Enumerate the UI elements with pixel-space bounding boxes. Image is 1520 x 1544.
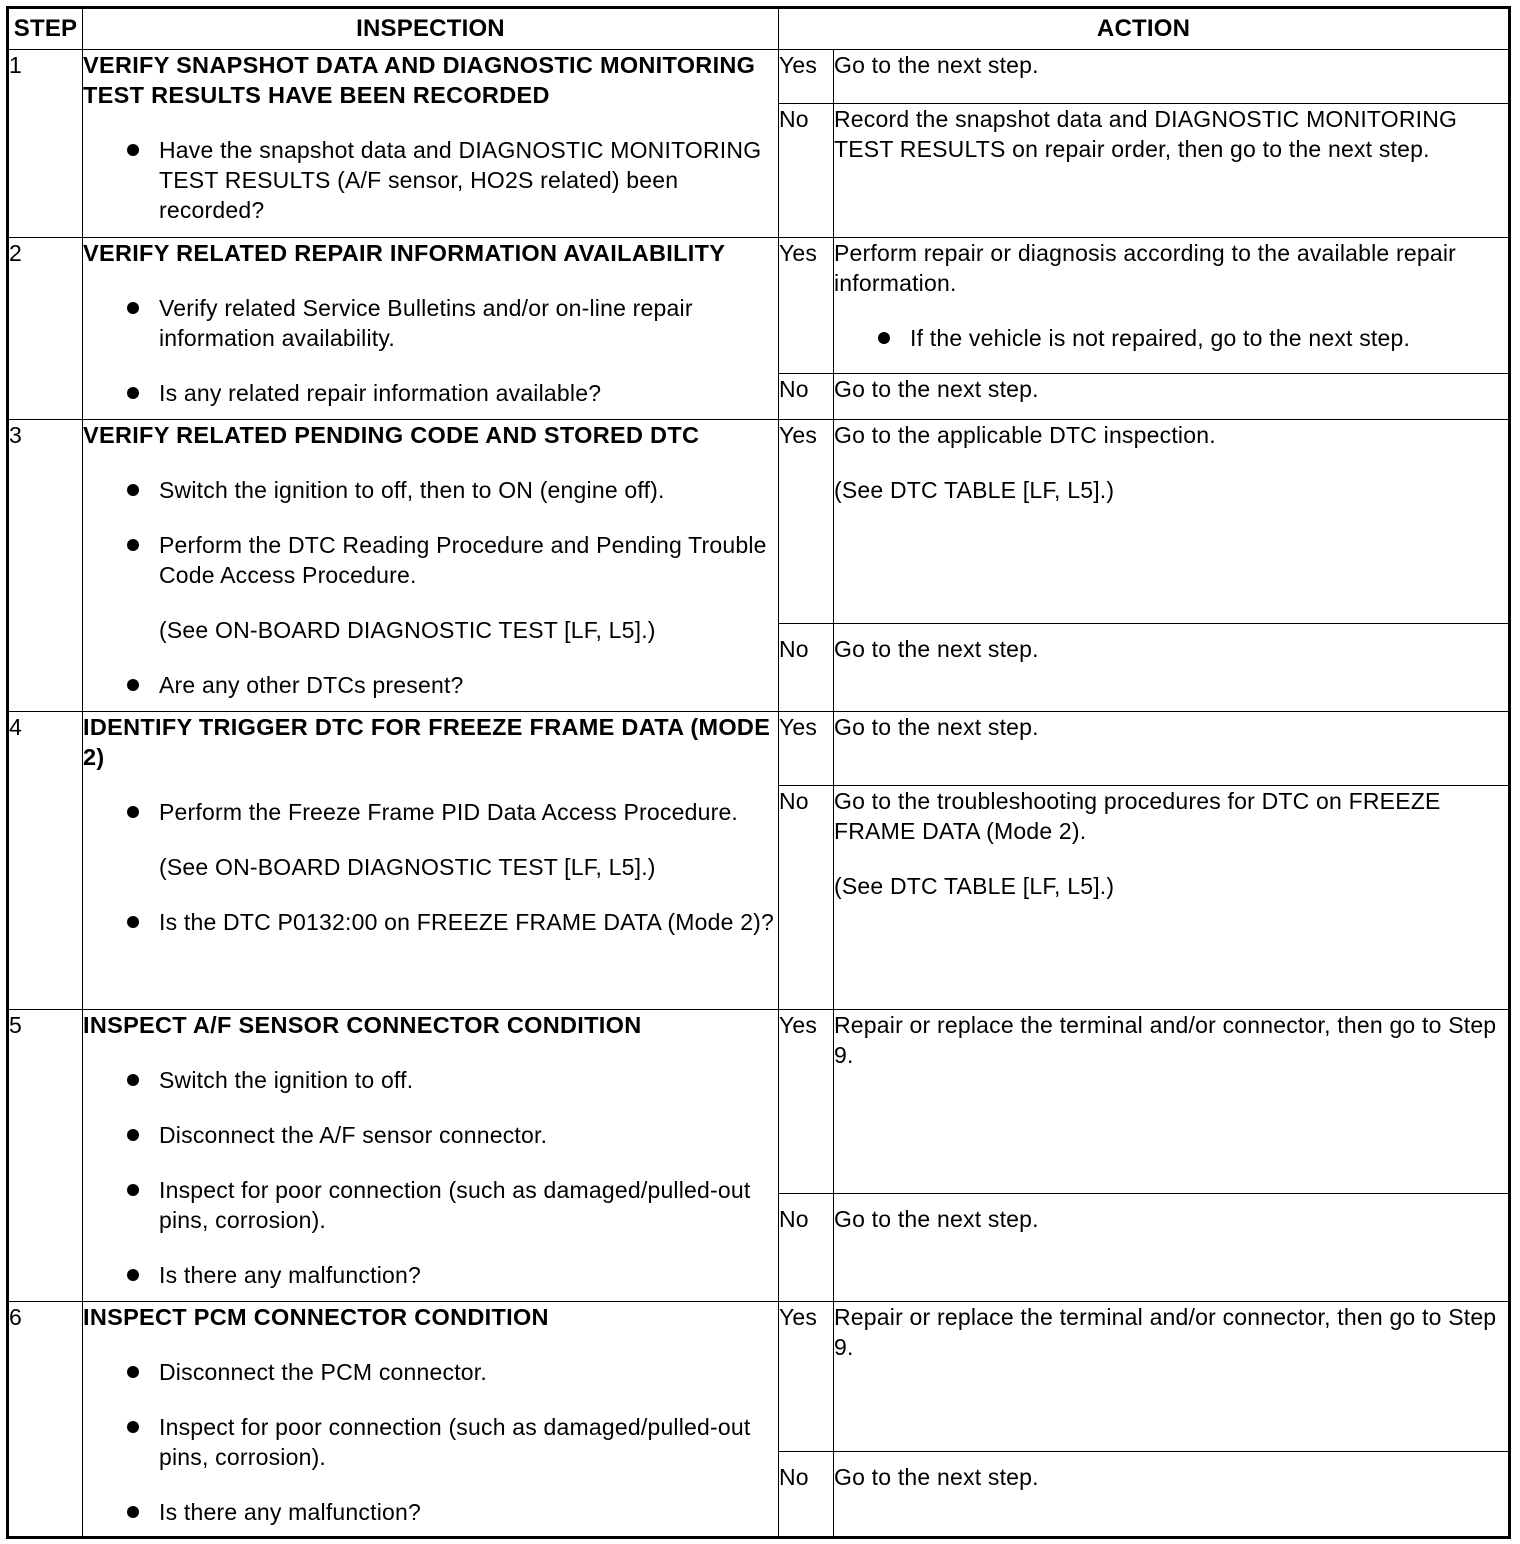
inspection-bullet: Perform the DTC Reading Procedure and Pending Trouble Code Access Procedure. <box>83 530 778 590</box>
inspection-cell <box>83 238 779 420</box>
bullet-icon <box>127 539 139 551</box>
yes-action-cell <box>834 238 1510 374</box>
bullet-icon <box>127 1269 139 1281</box>
inspection-bullet: Is the DTC P0132:00 on FREEZE FRAME DATA (Mode 2)? <box>83 907 778 937</box>
yes-action: Perform repair or diagnosis according to the available repair information. <box>834 240 1457 296</box>
step-title: VERIFY RELATED PENDING CODE AND STORED DTC <box>83 422 700 448</box>
inspection-bullet: Disconnect the PCM connector. <box>83 1357 778 1387</box>
no-action: Go to the next step. <box>834 374 1510 420</box>
bullet-icon <box>127 1129 139 1141</box>
bullet-icon <box>127 806 139 818</box>
inspection-bullet: Is there any malfunction? <box>83 1260 778 1290</box>
bullet-icon <box>127 144 139 156</box>
yes-action-cell <box>834 420 1510 624</box>
inspection-header: INSPECTION <box>83 8 779 50</box>
reference-note: (See ON-BOARD DIAGNOSTIC TEST [LF, L5].) <box>159 617 656 643</box>
no-label: No <box>779 374 834 420</box>
reference-note: (See DTC TABLE [LF, L5].) <box>834 477 1115 503</box>
bullet-icon <box>878 332 890 344</box>
yes-action: Go to the next step. <box>834 50 1510 104</box>
step-title: INSPECT A/F SENSOR CONNECTOR CONDITION <box>83 1012 642 1038</box>
inspection-bullet: Is there any malfunction? <box>83 1497 778 1527</box>
header-row <box>8 8 1510 50</box>
step-6-yes-row <box>8 1302 1510 1452</box>
bullet-icon <box>127 1184 139 1196</box>
inspection-cell <box>83 712 779 1010</box>
yes-label: Yes <box>779 1302 834 1452</box>
no-action: Record the snapshot data and DIAGNOSTIC MONITORING TEST RESULTS on repair order, then go to the next step. <box>834 104 1510 238</box>
yes-action: Repair or replace the terminal and/or connector, then go to Step 9. <box>834 1302 1510 1452</box>
reference-note: (See ON-BOARD DIAGNOSTIC TEST [LF, L5].) <box>159 854 656 880</box>
inspection-cell <box>83 50 779 238</box>
inspection-bullet: Switch the ignition to off. <box>83 1065 778 1095</box>
step-4-yes-row <box>8 712 1510 786</box>
bullet-icon <box>127 916 139 928</box>
inspection-bullet: Have the snapshot data and DIAGNOSTIC MONITORING TEST RESULTS (A/F sensor, HO2S related) been recorded? <box>83 135 778 225</box>
bullet-icon <box>127 679 139 691</box>
bullet-icon <box>127 302 139 314</box>
inspection-bullet: Verify related Service Bulletins and/or on-line repair information availability. <box>83 293 778 353</box>
step-title: VERIFY SNAPSHOT DATA AND DIAGNOSTIC MONITORING TEST RESULTS HAVE BEEN RECORDED <box>83 52 756 108</box>
bullet-icon <box>127 1074 139 1086</box>
step-number: 1 <box>8 50 83 238</box>
inspection-bullet: Is any related repair information available? <box>83 378 778 408</box>
inspection-bullet: Are any other DTCs present? <box>83 670 778 700</box>
yes-action: Go to the applicable DTC inspection. <box>834 422 1216 448</box>
no-label: No <box>779 1452 834 1538</box>
no-action: Go to the next step. <box>834 1452 1510 1538</box>
step-5-yes-row <box>8 1010 1510 1194</box>
diagnostic-table <box>6 6 1511 1539</box>
action-bullet: If the vehicle is not repaired, go to the next step. <box>834 323 1508 353</box>
step-number: 6 <box>8 1302 83 1538</box>
no-label: No <box>779 786 834 1010</box>
reference-note: (See DTC TABLE [LF, L5].) <box>834 873 1115 899</box>
step-number: 5 <box>8 1010 83 1302</box>
step-3-yes-row <box>8 420 1510 624</box>
step-title: INSPECT PCM CONNECTOR CONDITION <box>83 1304 549 1330</box>
inspection-bullet: Inspect for poor connection (such as damaged/pulled-out pins, corrosion). <box>83 1412 778 1472</box>
no-action: Go to the troubleshooting procedures for DTC on FREEZE FRAME DATA (Mode 2). <box>834 788 1441 844</box>
bullet-icon <box>127 387 139 399</box>
inspection-bullet: Disconnect the A/F sensor connector. <box>83 1120 778 1150</box>
inspection-bullet: Inspect for poor connection (such as damaged/pulled-out pins, corrosion). <box>83 1175 778 1235</box>
yes-action: Repair or replace the terminal and/or connector, then go to Step 9. <box>834 1010 1510 1194</box>
yes-label: Yes <box>779 1010 834 1194</box>
step-number: 2 <box>8 238 83 420</box>
yes-label: Yes <box>779 50 834 104</box>
bullet-icon <box>127 484 139 496</box>
bullet-icon <box>127 1366 139 1378</box>
inspection-cell <box>83 1010 779 1302</box>
no-action: Go to the next step. <box>834 1194 1510 1302</box>
step-number: 4 <box>8 712 83 1010</box>
yes-action: Go to the next step. <box>834 712 1510 786</box>
step-number: 3 <box>8 420 83 712</box>
yes-label: Yes <box>779 238 834 374</box>
inspection-bullet: Perform the Freeze Frame PID Data Access Procedure. <box>83 797 778 827</box>
no-action-cell <box>834 786 1510 1010</box>
action-header: ACTION <box>779 8 1510 50</box>
no-action: Go to the next step. <box>834 624 1510 712</box>
no-label: No <box>779 1194 834 1302</box>
inspection-cell <box>83 420 779 712</box>
step-title: IDENTIFY TRIGGER DTC FOR FREEZE FRAME DATA (MODE 2) <box>83 714 771 770</box>
no-label: No <box>779 624 834 712</box>
bullet-icon <box>127 1421 139 1433</box>
step-1-yes-row <box>8 50 1510 104</box>
no-label: No <box>779 104 834 238</box>
yes-label: Yes <box>779 712 834 786</box>
step-header: STEP <box>8 8 83 50</box>
inspection-bullet: Switch the ignition to off, then to ON (engine off). <box>83 475 778 505</box>
bullet-icon <box>127 1506 139 1518</box>
yes-label: Yes <box>779 420 834 624</box>
step-title: VERIFY RELATED REPAIR INFORMATION AVAILABILITY <box>83 240 726 266</box>
step-2-yes-row <box>8 238 1510 374</box>
inspection-cell <box>83 1302 779 1538</box>
